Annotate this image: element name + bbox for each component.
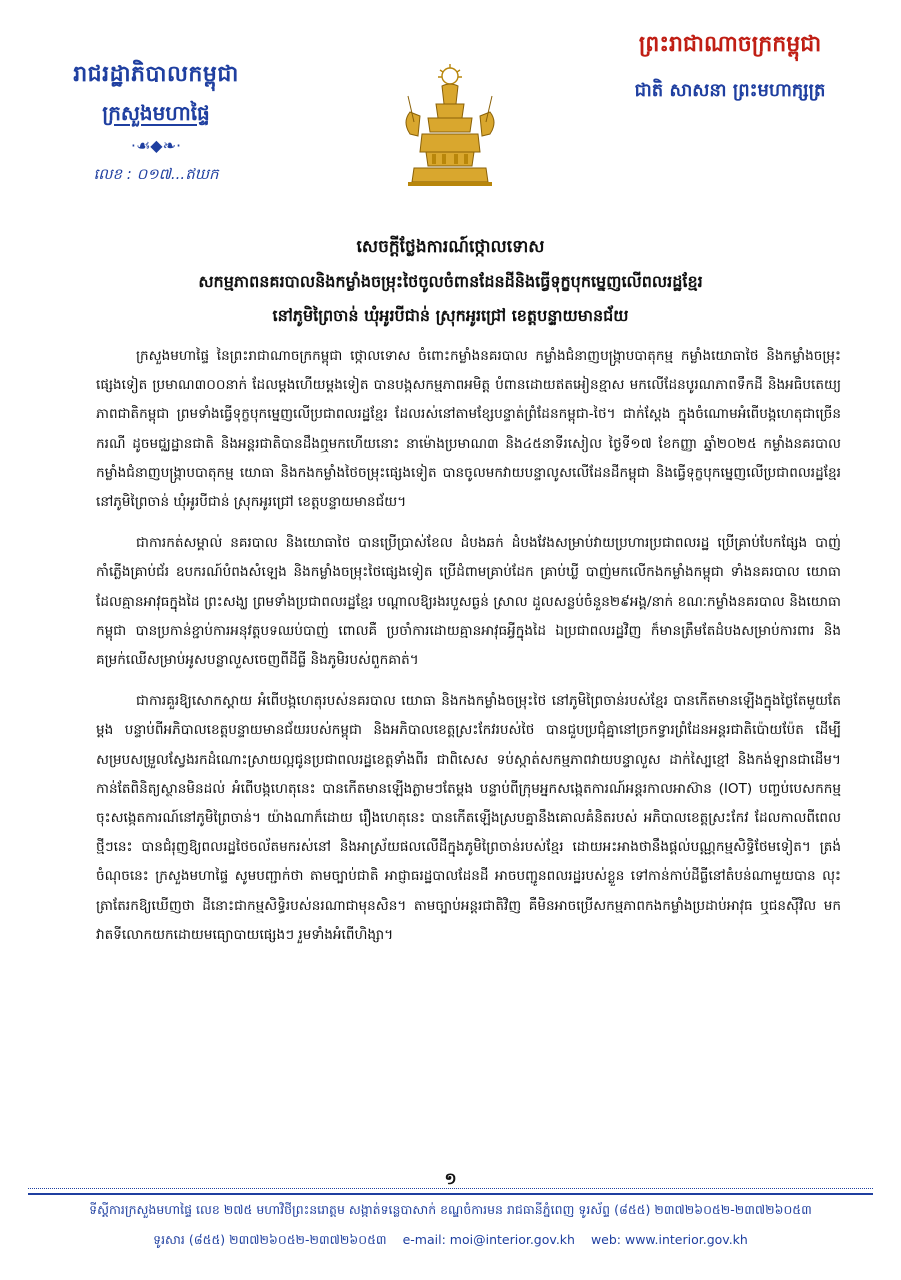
national-motto: ជាតិ សាសនា ព្រះមហាក្សត្រ (634, 80, 826, 101)
ministry-name: ក្រសួងមហាផ្ទៃ (102, 101, 210, 125)
title-line-3: នៅភូមិព្រៃចាន់ ឃុំអូរបីជាន់ ស្រុកអូរជ្រៅ ខេត្តបន្ទាយមានជ័យ (272, 306, 629, 325)
royal-arms-emblem-icon (388, 62, 512, 190)
paragraph-2: ជាការកត់សម្គាល់ នគរបាល និងយោធាថៃ បានប្រើប្រាស់ខែល ដំបងឆក់ ដំបងវែងសម្រាប់វាយប្រហារប្រជាពលរដ្ឋ ប្រើគ្រាប់បែកផ្សែង បាញ់កាំភ្លើងគ្រាប់ជ័រ ឧបករណ៍បំពងសំឡេង និងកម្លាំងចម្រុះថៃផ្សេងទៀត ប្រើដំពាមគ្រាប់ដែក គ្រាប់ឃ្លី បាញ់មកលើកងកម្លាំងកម្ពុជា ទាំងនគរបាល យោធា ដែលគ្មានអាវុធក្នុងដៃ ព្រះសង្ឃ ព្រមទាំងប្រជាពលរដ្ឋខ្មែរ បណ្តាលឱ្យរងរបួសធ្ងន់ ស្រាល ដួលសន្លប់ចំនួន២៩អង្គ/នាក់ ខណៈកម្លាំងនគរបាល និងយោធាកម្ពុជា បានប្រកាន់ខ្ជាប់ការអនុវត្តបទឈប់បាញ់ ពោលគឺ ប្រចាំការដោយគ្មានអាវុធអ្វីក្នុងដៃ ឯប្រជាពលរដ្ឋវិញ ក៏មានត្រឹមតែដំបងសម្រាប់ការពារ និងគម្រក់ឈើសម្រាប់អូសបន្លាលួសចេញពីដីធ្លី និងភូមិរបស់ពួកគាត់។ (96, 535, 841, 669)
email-link[interactable]: moi@interior.gov.kh (449, 1232, 575, 1247)
reference-number: លេខ : ០១៧...ឥឃក (93, 165, 219, 183)
ornament-divider: ·☙◆❧· (130, 136, 182, 155)
footer-fax: ទូរសារ (៨៥៥) ២៣៧២៦០៥២-២៣៧២៦០៥៣ (153, 1232, 387, 1247)
page-number: ១ (444, 1169, 457, 1188)
letterhead-right (590, 30, 870, 105)
paragraph-1: ក្រសួងមហាផ្ទៃ នៃព្រះរាជាណាចក្រកម្ពុជា ថ្កោលទោស ចំពោះកម្លាំងនគរបាល កម្លាំងជំនាញបង្ក្រាបបាតុកម្ម កម្លាំងយោធាថៃ និងកម្លាំងចម្រុះផ្សេងទៀត ប្រមាណ៣០០នាក់ ដែលម្តងហើយម្តងទៀត បានបង្កសកម្មភាពអមិត្ត បំពានដោយឥតអៀនខ្មាស មកលើដែនបូរណភាពទឹកដី និងអធិបតេយ្យភាពជាតិកម្ពុជា ព្រមទាំងធ្វើទុក្ខបុកម្នេញលើប្រជាពលរដ្ឋខ្មែរ ដែលរស់នៅតាមខ្សែបន្ទាត់ព្រំដែនកម្ពុជា-ថៃ។ ជាក់ស្តែង ក្នុងចំណោមអំពើបង្កហេតុជាច្រើនករណី ដូចមជ្ឈដ្ឋានជាតិ និងអន្តរជាតិបានដឹងឮមកហើយនោះ នាម៉ោងប្រមាណ៣ និង៤៥នាទីរសៀល ថ្ងៃទី១៧ ខែកញ្ញា ឆ្នាំ២០២៥ កម្លាំងនគរបាល កម្លាំងជំនាញបង្ក្រាបបាតុកម្ម យោធា និងកងកម្លាំងថៃចម្រុះផ្សេងទៀត បានចូលមកវាយបន្ទាលូសលើដែនដីកម្ពុជា និងធ្វើទុក្ខបុកម្នេញលើប្រជាពលរដ្ឋខ្មែរ នៅភូមិព្រៃចាន់ ឃុំអូរបីជាន់ ស្រុកអូរជ្រៅ ខេត្តបន្ទាយមានជ័យ។ (96, 348, 841, 511)
letterhead-left (36, 60, 276, 187)
footer-address: ទីស្តីការក្រសួងមហាផ្ទៃ លេខ ២៧៥ មហាវិថីព្រះនរោត្តម សង្កាត់ទន្លេបាសាក់ ខណ្ឌចំការមន រាជធានីភ្នំពេញ ទូរស័ព្ទ (៨៥៥) ២៣៧២៦០៥២-២៣៧២៦០៥៣ (89, 1202, 812, 1217)
web-link[interactable]: www.interior.gov.kh (624, 1232, 748, 1247)
paragraph-3: ជាការគួរឱ្យសោកស្តាយ អំពើបង្កហេតុរបស់នគរបាល យោធា និងកងកម្លាំងចម្រុះថៃ នៅភូមិព្រៃចាន់របស់ខ្មែរ បានកើតមានឡើងក្នុងថ្ងៃតែមួយតែម្តង បន្ទាប់ពីអភិបាលខេត្តបន្ទាយមានជ័យរបស់កម្ពុជា និងអភិបាលខេត្តស្រះកែវរបស់ថៃ បានជួបប្រជុំគ្នានៅច្រកទ្វារព្រំដែនអន្តរជាតិប៉ោយប៉ែត ដើម្បីសម្របសម្រួលស្វែងរកដំណោះស្រាយល្អជូនប្រជាពលរដ្ឋខេត្តទាំងពីរ ជាពិសេស ទប់ស្កាត់សកម្មភាពវាយបន្ទាលួស ដាក់ស្បៃខ្មៅ និងកង់ឡានជាដើម។ កាន់តែពិនិត្យស្ថានមិនដល់ អំពើបង្កហេតុនេះ បានកើតមានឡើងភ្លាមៗតែម្តង បន្ទាប់ពីក្រុមអ្នកសង្កេតការណ៍អន្តរកាលអាស៊ាន (IOT) បញ្ចប់បេសកកម្មចុះសង្កេតការណ៍នៅភូមិព្រៃចាន់។ យ៉ាងណាក៏ដោយ រឿងហេតុនេះ បានកើតឡើងស្របគ្នានឹងគោលគំនិតរបស់ អភិបាលខេត្តស្រះកែវ ដែលកាលពីពេលថ្មីៗនេះ បានជំរុញឱ្យពលរដ្ឋថៃចល័តមករស់នៅ និងអាស្រ័យផលលើដីក្នុងភូមិព្រៃចាន់របស់ខ្មែរ ដោយអះអាងថានឹងផ្តល់បណ្ណកម្មសិទ្ធិថែមទៀត។ ត្រង់ចំណុចនេះ ក្រសួងមហាផ្ទៃ សូមបញ្ជាក់ថា តាមច្បាប់ជាតិ អាជ្ញាធរដ្ឋបាលដែនដី អាចបញ្ជូនពលរដ្ឋរបស់ខ្លួន ទៅកាន់កាប់ដីធ្លីនៅតំបន់ណាមួយបាន លុះត្រាតែរកឱ្យឃើញថា ដីនោះជាកម្មសិទ្ធិរបស់នរណាជាមុនសិន។ តាមច្បាប់អន្តរជាតិវិញ គឺមិនអាចប្រើសកម្មភាពកងកម្លាំងប្រដាប់អាវុធ ឬជនស៊ីវិល មកវាតទីលោកយកដោយមធ្យោបាយផ្សេងៗ រួមទាំងអំពើហិង្សា។ (96, 693, 841, 943)
statement-title (100, 236, 801, 329)
title-line-1: សេចក្តីថ្លែងការណ៍ថ្កោលទោស (356, 237, 545, 257)
footer-divider-dotted (28, 1188, 873, 1190)
title-line-2: សកម្មភាពនគរបាលនិងកម្លាំងចម្រុះថៃចូលចំពានដែនដីនិងធ្វើទុក្ខបុកម្នេញលើពលរដ្ឋខ្មែរ (198, 272, 703, 291)
web-label: web: (590, 1232, 621, 1247)
footer (28, 1200, 873, 1250)
government-name: រាជរដ្ឋាភិបាលកម្ពុជា (73, 62, 239, 87)
email-label: e-mail: (402, 1232, 446, 1247)
footer-contact (28, 1230, 873, 1250)
footer-divider (28, 1193, 873, 1196)
statement-body (96, 342, 841, 1142)
kingdom-name: ព្រះរាជាណាចក្រកម្ពុជា (638, 32, 822, 57)
